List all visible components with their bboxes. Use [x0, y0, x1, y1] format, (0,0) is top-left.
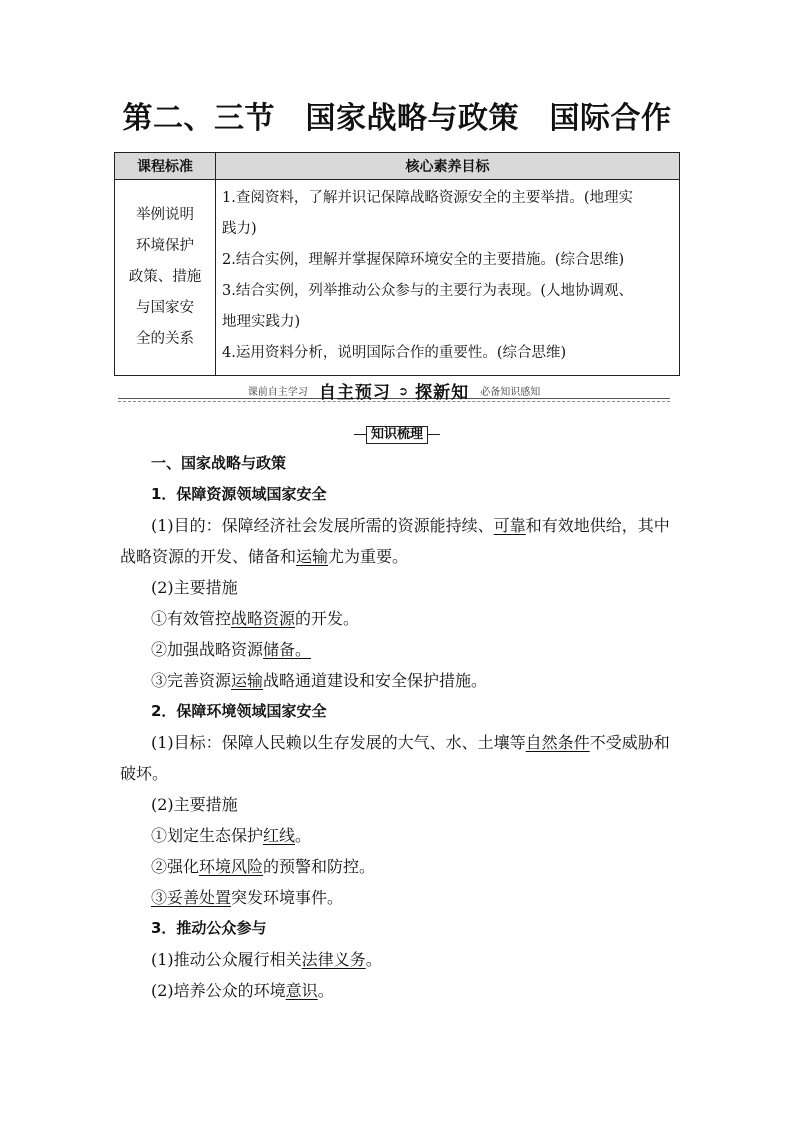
subsection-heading-2: 2．保障环境领域国家安全	[151, 702, 327, 720]
banner-main-title-2: 探新知	[415, 383, 470, 403]
paragraph-line: 破坏。	[120, 764, 169, 783]
answer-blank: 法律义务	[301, 950, 366, 969]
paragraph-line: 战略资源的开发、储备和运输尤为重要。	[120, 547, 409, 566]
list-item: ①有效管控战略资源的开发。	[151, 609, 360, 628]
answer-blank: 储备。	[263, 640, 312, 659]
section-heading-1: 一、国家战略与政策	[151, 454, 287, 472]
knowledge-content	[120, 448, 680, 1006]
curriculum-table	[114, 152, 680, 376]
objective-line: 1.查阅资料，了解并识记保障战略资源安全的主要举措。(地理实	[222, 190, 633, 206]
subsection-heading-3: 3．推动公众参与	[151, 919, 267, 937]
answer-blank: 可靠	[493, 516, 526, 535]
list-item: ②强化环境风险的预警和防控。	[151, 857, 376, 876]
standard-line: 与国家安	[136, 300, 194, 316]
header-curriculum-standard: 课程标准	[115, 153, 216, 180]
standard-line: 举例说明	[136, 207, 194, 223]
objective-line: 2.结合实例，理解并掌握保障环境安全的主要措施。(综合思维)	[222, 252, 625, 268]
answer-blank: 自然条件	[525, 733, 590, 752]
answer-blank: 意识	[285, 981, 318, 1000]
answer-blank: 环境风险	[199, 857, 264, 876]
answer-blank: 运输	[231, 671, 264, 690]
standard-line: 环境保护	[136, 238, 194, 254]
list-item: ③妥善处置突发环境事件。	[151, 888, 344, 907]
objective-line: 地理实践力)	[222, 314, 301, 330]
page-title: 第二、三节 国家战略与政策 国际合作	[122, 101, 672, 136]
section-banner	[118, 378, 670, 404]
banner-main-title: 自主预习	[318, 383, 391, 403]
answer-blank: ③妥善处置	[151, 888, 232, 907]
knowledge-section-label	[344, 426, 450, 442]
list-item: ①划定生态保护红线。	[151, 826, 312, 845]
objectives-cell	[216, 180, 680, 376]
list-item: ②加强战略资源储备。	[151, 640, 312, 659]
table-header-row	[115, 153, 680, 180]
list-item: ③完善资源运输战略通道建设和安全保护措施。	[151, 671, 488, 690]
answer-blank: 红线	[263, 826, 296, 845]
curriculum-standard-cell	[115, 180, 216, 376]
answer-blank: 战略资源	[231, 609, 296, 628]
label-rule-right	[428, 434, 440, 435]
objective-line: 践力)	[222, 221, 257, 237]
banner-left-caption: 课前自主学习	[247, 387, 308, 398]
standard-line: 全的关系	[136, 331, 194, 347]
label-box: 知识梳理	[366, 426, 428, 444]
answer-blank: 运输	[296, 547, 329, 566]
objective-line: 4.运用资料分析，说明国际合作的重要性。(综合思维)	[222, 345, 567, 361]
label-rule-left	[354, 434, 366, 435]
table-body-row	[115, 180, 680, 376]
standard-line: 政策、措施	[128, 269, 202, 285]
paragraph-line: (1)推动公众履行相关法律义务。	[151, 950, 382, 969]
paragraph-line: (2)主要措施	[151, 578, 238, 597]
paragraph-line: (1)目的：保障经济社会发展所需的资源能持续、可靠和有效地供给，其中	[151, 516, 670, 535]
banner-right-caption: 必备知识感知	[480, 387, 541, 398]
paragraph-line: (2)主要措施	[151, 795, 238, 814]
paragraph-line: (2)培养公众的环境意识。	[151, 981, 334, 1000]
header-core-objectives: 核心素养目标	[216, 153, 680, 180]
arrow-icon: ➲	[397, 383, 409, 398]
objective-line: 3.结合实例，列举推动公众参与的主要行为表现。(人地协调观、	[222, 283, 633, 299]
subsection-heading-1: 1．保障资源领域国家安全	[151, 485, 327, 503]
paragraph-line: (1)目标：保障人民赖以生存发展的大气、水、土壤等自然条件不受威胁和	[151, 733, 670, 752]
